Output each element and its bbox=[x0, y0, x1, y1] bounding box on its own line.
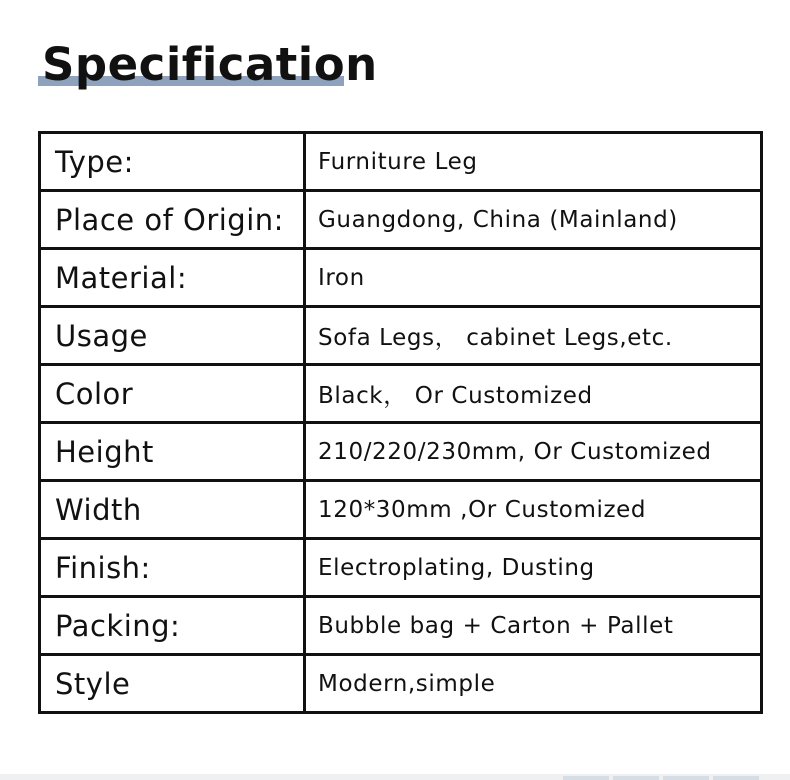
page-title: Specification bbox=[42, 38, 378, 91]
table-row bbox=[40, 539, 762, 597]
table-row bbox=[40, 655, 762, 713]
spec-label-color: Color bbox=[40, 365, 305, 423]
bottom-thumbnail-strip bbox=[713, 776, 759, 780]
spec-label-height: Height bbox=[40, 423, 305, 481]
spec-value-color: Black， Or Customized bbox=[305, 365, 762, 423]
table-row bbox=[40, 307, 762, 365]
spec-value-finish: Electroplating, Dusting bbox=[305, 539, 762, 597]
spec-value-material: Iron bbox=[305, 249, 762, 307]
spec-label-style: Style bbox=[40, 655, 305, 713]
table-row bbox=[40, 481, 762, 539]
bottom-thumbnail-strip bbox=[663, 776, 709, 780]
spec-value-place-of-origin: Guangdong, China (Mainland) bbox=[305, 191, 762, 249]
spec-label-packing: Packing: bbox=[40, 597, 305, 655]
spec-label-width: Width bbox=[40, 481, 305, 539]
spec-value-width: 120*30mm ,Or Customized bbox=[305, 481, 762, 539]
table-row bbox=[40, 597, 762, 655]
bottom-thumbnail-strip bbox=[613, 776, 659, 780]
table-row bbox=[40, 133, 762, 191]
spec-label-type: Type: bbox=[40, 133, 305, 191]
spec-label-material: Material: bbox=[40, 249, 305, 307]
table-row bbox=[40, 191, 762, 249]
spec-label-place-of-origin: Place of Origin: bbox=[40, 191, 305, 249]
bottom-thumbnail-strip bbox=[563, 776, 609, 780]
title-block bbox=[38, 34, 378, 96]
table-row bbox=[40, 249, 762, 307]
spec-value-usage: Sofa Legs， cabinet Legs,etc. bbox=[305, 307, 762, 365]
spec-value-height: 210/220/230mm, Or Customized bbox=[305, 423, 762, 481]
specification-table bbox=[38, 131, 763, 714]
table-row bbox=[40, 365, 762, 423]
spec-value-type: Furniture Leg bbox=[305, 133, 762, 191]
specification-table-body bbox=[40, 133, 762, 713]
spec-label-finish: Finish: bbox=[40, 539, 305, 597]
table-row bbox=[40, 423, 762, 481]
spec-value-style: Modern,simple bbox=[305, 655, 762, 713]
spec-label-usage: Usage bbox=[40, 307, 305, 365]
spec-value-packing: Bubble bag + Carton + Pallet bbox=[305, 597, 762, 655]
